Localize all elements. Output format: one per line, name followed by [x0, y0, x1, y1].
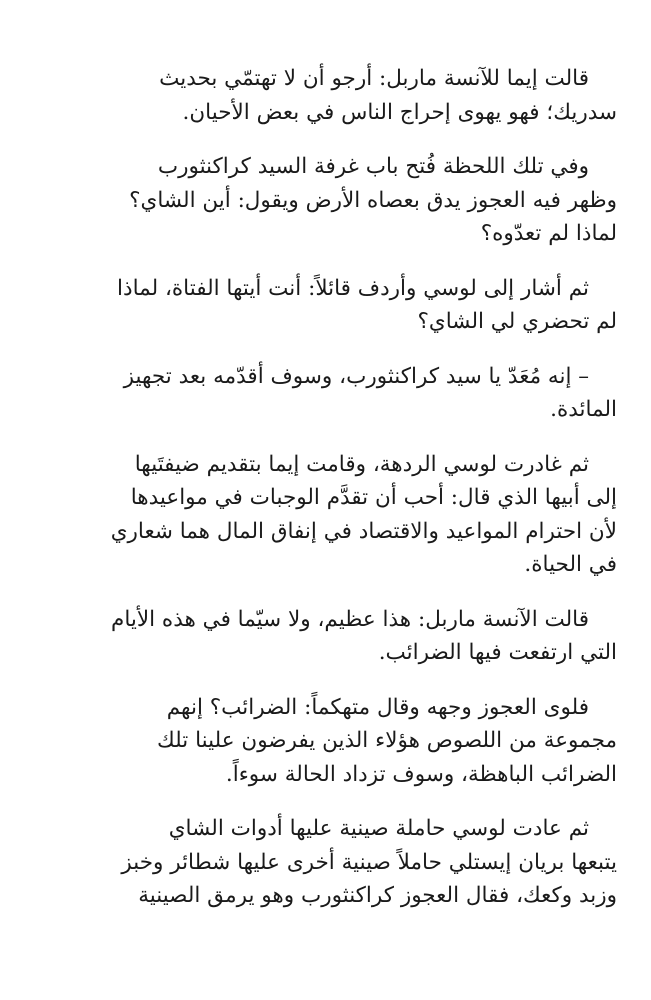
text-line: المائدة.	[550, 397, 617, 422]
paragraph	[34, 448, 617, 582]
text-line: إلى أبيها الذي قال: أحب أن تقدَّم الوجبات في مواعيدها	[130, 485, 617, 510]
text-line: مجموعة من اللصوص هؤلاء الذين يفرضون علينا تلك	[157, 728, 617, 753]
text-line: ثم غادرت لوسي الردهة، وقامت إيما بتقديم ضيفتَيها	[134, 451, 589, 477]
text-line: قالت الآنسة ماربل: هذا عظيم، ولا سيّما في هذه الأيام	[111, 606, 589, 632]
text-line: قالت إيما للآنسة ماربل: أرجو أن لا تهتمّي بحديث	[159, 66, 589, 91]
text-line: وظهر فيه العجوز يدق بعصاه الأرض ويقول: أين الشاي؟	[129, 187, 617, 213]
paragraph	[34, 603, 617, 670]
text-line: الضرائب الباهظة، وسوف تزداد الحالة سوءاً.	[225, 761, 617, 787]
text-line: يتبعها بريان إيستلي حاملاً صينية أخرى عليها شطائر وخبز	[121, 849, 617, 875]
paragraph	[34, 360, 617, 427]
text-line: التي ارتفعت فيها الضرائب.	[378, 640, 617, 665]
text-line: لأن احترام المواعيد والاقتصاد في إنفاق المال هما شعاري	[110, 518, 617, 544]
paragraph	[34, 150, 617, 251]
text-line: لم تحضري لي الشاي؟	[417, 309, 617, 334]
paragraph	[34, 691, 617, 792]
text-line: ثم عادت لوسي حاملة صينية عليها أدوات الشاي	[168, 816, 589, 841]
text-line: سدريك؛ فهو يهوى إحراج الناس في بعض الأحيان.	[182, 99, 617, 125]
text-line: في الحياة.	[524, 552, 617, 577]
text-line: لماذا لم تعدّوه؟	[480, 221, 617, 246]
paragraph	[34, 272, 617, 339]
text-line: وفي تلك اللحظة فُتح باب غرفة السيد كراكنثورب	[157, 154, 589, 179]
book-page	[34, 62, 617, 934]
paragraph	[34, 62, 617, 129]
text-line: – إنه مُعَدّ يا سيد كراكنثورب، وسوف أقدّمه بعد تجهيز	[123, 363, 589, 389]
text-line: ثم أشار إلى لوسي وأردف قائلاً: أنت أيتها الفتاة، لماذا	[117, 275, 589, 301]
paragraph	[34, 812, 617, 913]
text-line: وزبد وكعك، فقال العجوز كراكنثورب وهو يرمق الصينية	[138, 883, 617, 908]
text-line: فلوى العجوز وجهه وقال متهكماً: الضرائب؟ إنهم	[166, 694, 589, 720]
